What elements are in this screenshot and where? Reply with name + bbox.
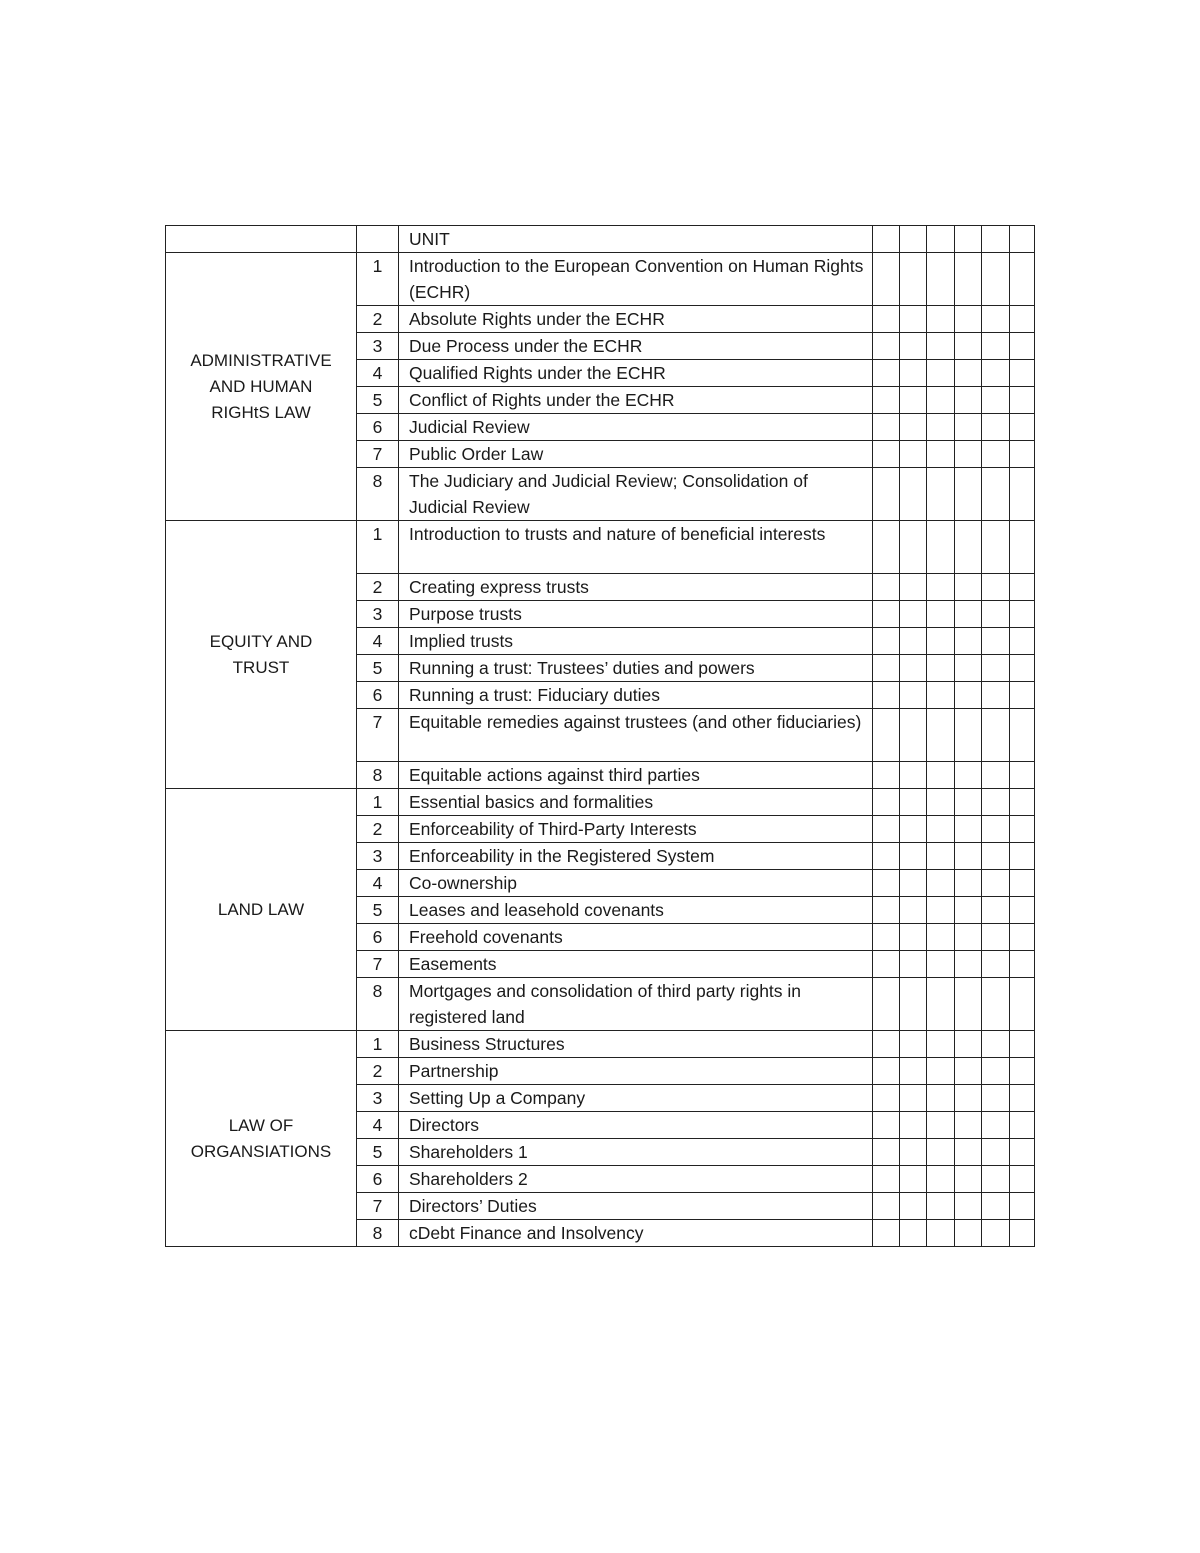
tick-box[interactable] <box>873 253 900 306</box>
tick-box[interactable] <box>955 709 982 762</box>
tick-box[interactable] <box>982 414 1010 441</box>
tick-box[interactable] <box>927 441 955 468</box>
tick-header-cell <box>873 226 900 253</box>
unit-number: 4 <box>357 628 399 655</box>
unit-title: Easements <box>399 951 873 978</box>
tick-box[interactable] <box>873 1193 900 1220</box>
unit-title: Qualified Rights under the ECHR <box>399 360 873 387</box>
tick-box[interactable] <box>955 1085 982 1112</box>
unit-title: Directors <box>399 1112 873 1139</box>
unit-number: 7 <box>357 951 399 978</box>
unit-title: Conflict of Rights under the ECHR <box>399 387 873 414</box>
tick-box[interactable] <box>982 924 1010 951</box>
tick-box[interactable] <box>900 762 927 789</box>
tick-box[interactable] <box>873 306 900 333</box>
tick-box[interactable] <box>955 1031 982 1058</box>
table-body <box>166 226 1035 1247</box>
tick-box[interactable] <box>982 655 1010 682</box>
tick-box[interactable] <box>873 843 900 870</box>
unit-title: Equitable remedies against trustees (and other fiduciaries) <box>399 709 873 762</box>
subject-name-line: LAND LAW <box>217 899 305 919</box>
tick-box[interactable] <box>982 1166 1010 1193</box>
unit-number: 6 <box>357 1166 399 1193</box>
tick-box[interactable] <box>927 574 955 601</box>
tick-box[interactable] <box>955 333 982 360</box>
tick-box[interactable] <box>982 1085 1010 1112</box>
unit-number: 5 <box>357 655 399 682</box>
tick-box[interactable] <box>1010 574 1035 601</box>
tick-header-cell <box>927 226 955 253</box>
tick-box[interactable] <box>955 924 982 951</box>
tick-box[interactable] <box>955 655 982 682</box>
subject-name-line: LAW OF <box>228 1115 294 1135</box>
subject-name-cell <box>166 789 357 1031</box>
tick-box[interactable] <box>982 628 1010 655</box>
tick-box[interactable] <box>1010 414 1035 441</box>
unit-number: 3 <box>357 843 399 870</box>
tick-box[interactable] <box>900 870 927 897</box>
tick-box[interactable] <box>1010 628 1035 655</box>
tick-box[interactable] <box>1010 333 1035 360</box>
tick-box[interactable] <box>873 414 900 441</box>
unit-number: 3 <box>357 333 399 360</box>
tick-header-cell <box>955 226 982 253</box>
tick-box[interactable] <box>1010 360 1035 387</box>
tick-box[interactable] <box>900 414 927 441</box>
tick-box[interactable] <box>927 951 955 978</box>
tick-box[interactable] <box>927 306 955 333</box>
tick-box[interactable] <box>873 333 900 360</box>
tick-box[interactable] <box>927 601 955 628</box>
tick-box[interactable] <box>900 601 927 628</box>
unit-number: 7 <box>357 1193 399 1220</box>
unit-number: 2 <box>357 1058 399 1085</box>
tick-box[interactable] <box>1010 601 1035 628</box>
tick-box[interactable] <box>1010 468 1035 521</box>
subject-name-line: ORGANSIATIONS <box>190 1141 332 1161</box>
tick-box[interactable] <box>927 1166 955 1193</box>
tick-box[interactable] <box>927 843 955 870</box>
tick-box[interactable] <box>955 360 982 387</box>
tick-box[interactable] <box>982 1220 1010 1247</box>
tick-box[interactable] <box>873 924 900 951</box>
tick-box[interactable] <box>927 253 955 306</box>
tick-box[interactable] <box>1010 1058 1035 1085</box>
tick-box[interactable] <box>927 1085 955 1112</box>
tick-box[interactable] <box>873 789 900 816</box>
tick-box[interactable] <box>1010 1112 1035 1139</box>
unit-title: Shareholders 2 <box>399 1166 873 1193</box>
tick-box[interactable] <box>873 1166 900 1193</box>
tick-box[interactable] <box>873 709 900 762</box>
unit-title: The Judiciary and Judicial Review; Consolidation of Judicial Review <box>399 468 873 521</box>
tick-box[interactable] <box>955 1058 982 1085</box>
unit-title: Judicial Review <box>399 414 873 441</box>
tick-box[interactable] <box>927 682 955 709</box>
subject-name-cell <box>166 1031 357 1247</box>
unit-title: Co-ownership <box>399 870 873 897</box>
tick-box[interactable] <box>982 682 1010 709</box>
tick-box[interactable] <box>955 628 982 655</box>
tick-box[interactable] <box>873 897 900 924</box>
unit-number: 8 <box>357 468 399 521</box>
tick-box[interactable] <box>927 387 955 414</box>
tick-box[interactable] <box>982 762 1010 789</box>
subject-name-line: EQUITY AND <box>209 631 313 651</box>
tick-box[interactable] <box>927 924 955 951</box>
tick-box[interactable] <box>1010 387 1035 414</box>
tick-box[interactable] <box>873 1031 900 1058</box>
tick-box[interactable] <box>900 360 927 387</box>
tick-box[interactable] <box>873 816 900 843</box>
tick-box[interactable] <box>927 870 955 897</box>
header-subject-cell <box>166 226 357 253</box>
unit-title: Creating express trusts <box>399 574 873 601</box>
tick-box[interactable] <box>873 441 900 468</box>
tick-box[interactable] <box>1010 816 1035 843</box>
tick-box[interactable] <box>982 468 1010 521</box>
unit-title: Freehold covenants <box>399 924 873 951</box>
tick-box[interactable] <box>900 1112 927 1139</box>
unit-title: Directors’ Duties <box>399 1193 873 1220</box>
tick-box[interactable] <box>982 1112 1010 1139</box>
header-row <box>166 226 1035 253</box>
unit-number: 8 <box>357 762 399 789</box>
tick-box[interactable] <box>927 1058 955 1085</box>
tick-box[interactable] <box>873 978 900 1031</box>
tick-box[interactable] <box>955 414 982 441</box>
unit-number: 4 <box>357 1112 399 1139</box>
tick-box[interactable] <box>955 468 982 521</box>
tick-box[interactable] <box>982 601 1010 628</box>
tick-box[interactable] <box>900 253 927 306</box>
tick-box[interactable] <box>1010 924 1035 951</box>
tick-box[interactable] <box>900 924 927 951</box>
tick-box[interactable] <box>982 951 1010 978</box>
subject-name-line: TRUST <box>232 657 290 677</box>
tick-box[interactable] <box>955 870 982 897</box>
tick-box[interactable] <box>982 897 1010 924</box>
tick-box[interactable] <box>927 628 955 655</box>
tick-box[interactable] <box>873 655 900 682</box>
unit-title: Absolute Rights under the ECHR <box>399 306 873 333</box>
unit-number: 7 <box>357 441 399 468</box>
tick-box[interactable] <box>982 333 1010 360</box>
unit-title: Enforceability of Third-Party Interests <box>399 816 873 843</box>
unit-number: 1 <box>357 1031 399 1058</box>
tick-box[interactable] <box>900 682 927 709</box>
unit-number: 1 <box>357 253 399 306</box>
unit-number: 1 <box>357 521 399 574</box>
tick-box[interactable] <box>873 1085 900 1112</box>
tick-box[interactable] <box>900 1085 927 1112</box>
tick-box[interactable] <box>873 1112 900 1139</box>
tick-box[interactable] <box>955 306 982 333</box>
tick-box[interactable] <box>955 521 982 574</box>
tick-box[interactable] <box>927 1220 955 1247</box>
header-number-cell <box>357 226 399 253</box>
unit-number: 4 <box>357 360 399 387</box>
tick-box[interactable] <box>873 682 900 709</box>
tick-box[interactable] <box>927 1031 955 1058</box>
tick-box[interactable] <box>927 816 955 843</box>
tick-box[interactable] <box>927 1139 955 1166</box>
unit-number: 2 <box>357 574 399 601</box>
tick-box[interactable] <box>982 816 1010 843</box>
unit-number: 3 <box>357 601 399 628</box>
tick-box[interactable] <box>873 762 900 789</box>
unit-number: 2 <box>357 816 399 843</box>
tick-box[interactable] <box>982 1139 1010 1166</box>
tick-box[interactable] <box>900 574 927 601</box>
tick-box[interactable] <box>1010 870 1035 897</box>
tick-header-cell <box>1010 226 1035 253</box>
tick-header-cell <box>982 226 1010 253</box>
tick-box[interactable] <box>955 1166 982 1193</box>
unit-number: 5 <box>357 387 399 414</box>
tick-box[interactable] <box>927 1193 955 1220</box>
tick-box[interactable] <box>900 897 927 924</box>
tick-box[interactable] <box>1010 253 1035 306</box>
subject-name-line: RIGHtS LAW <box>211 402 311 422</box>
unit-title: Equitable actions against third parties <box>399 762 873 789</box>
unit-title: Running a trust: Fiduciary duties <box>399 682 873 709</box>
tick-box[interactable] <box>900 1031 927 1058</box>
tick-box[interactable] <box>955 1220 982 1247</box>
tick-box[interactable] <box>955 441 982 468</box>
tick-box[interactable] <box>900 468 927 521</box>
tick-box[interactable] <box>1010 682 1035 709</box>
tick-box[interactable] <box>873 628 900 655</box>
tick-box[interactable] <box>982 1193 1010 1220</box>
tick-box[interactable] <box>900 709 927 762</box>
tick-box[interactable] <box>873 1058 900 1085</box>
unit-number: 6 <box>357 682 399 709</box>
tick-box[interactable] <box>873 951 900 978</box>
unit-number: 5 <box>357 897 399 924</box>
tick-box[interactable] <box>1010 306 1035 333</box>
tick-box[interactable] <box>1010 1139 1035 1166</box>
tick-box[interactable] <box>1010 709 1035 762</box>
tick-box[interactable] <box>982 253 1010 306</box>
tick-box[interactable] <box>927 897 955 924</box>
tick-box[interactable] <box>873 360 900 387</box>
tick-box[interactable] <box>982 360 1010 387</box>
tick-box[interactable] <box>900 1193 927 1220</box>
tick-box[interactable] <box>873 1139 900 1166</box>
tick-box[interactable] <box>955 253 982 306</box>
tick-box[interactable] <box>927 709 955 762</box>
tick-box[interactable] <box>927 762 955 789</box>
tick-box[interactable] <box>927 789 955 816</box>
unit-title: Due Process under the ECHR <box>399 333 873 360</box>
tick-box[interactable] <box>955 1193 982 1220</box>
tick-box[interactable] <box>982 870 1010 897</box>
unit-title: Leases and leasehold covenants <box>399 897 873 924</box>
tick-box[interactable] <box>982 709 1010 762</box>
tick-header-cell <box>900 226 927 253</box>
tick-box[interactable] <box>955 978 982 1031</box>
tick-box[interactable] <box>955 601 982 628</box>
tick-box[interactable] <box>1010 789 1035 816</box>
tick-box[interactable] <box>1010 978 1035 1031</box>
tick-box[interactable] <box>955 1139 982 1166</box>
unit-row <box>166 1031 1035 1058</box>
tick-box[interactable] <box>927 360 955 387</box>
unit-title: Implied trusts <box>399 628 873 655</box>
tick-box[interactable] <box>982 1031 1010 1058</box>
unit-title: Partnership <box>399 1058 873 1085</box>
tick-box[interactable] <box>1010 1085 1035 1112</box>
unit-title: Shareholders 1 <box>399 1139 873 1166</box>
unit-number: 2 <box>357 306 399 333</box>
tick-box[interactable] <box>955 789 982 816</box>
tick-box[interactable] <box>927 521 955 574</box>
tick-box[interactable] <box>982 1058 1010 1085</box>
tick-box[interactable] <box>955 951 982 978</box>
tick-box[interactable] <box>982 843 1010 870</box>
tick-box[interactable] <box>1010 1031 1035 1058</box>
tick-box[interactable] <box>900 628 927 655</box>
tick-box[interactable] <box>900 789 927 816</box>
tick-box[interactable] <box>900 387 927 414</box>
unit-title: Running a trust: Trustees’ duties and powers <box>399 655 873 682</box>
tick-box[interactable] <box>900 978 927 1031</box>
unit-title: Introduction to the European Convention on Human Rights (ECHR) <box>399 253 873 306</box>
tick-box[interactable] <box>900 1220 927 1247</box>
tick-box[interactable] <box>955 762 982 789</box>
tick-box[interactable] <box>982 441 1010 468</box>
tick-box[interactable] <box>873 870 900 897</box>
unit-row <box>166 521 1035 574</box>
unit-title: Mortgages and consolidation of third party rights in registered land <box>399 978 873 1031</box>
tick-box[interactable] <box>1010 1166 1035 1193</box>
tick-box[interactable] <box>1010 1193 1035 1220</box>
tick-box[interactable] <box>900 1139 927 1166</box>
subject-name-cell <box>166 253 357 521</box>
tick-box[interactable] <box>1010 897 1035 924</box>
tick-box[interactable] <box>1010 441 1035 468</box>
unit-title: Purpose trusts <box>399 601 873 628</box>
tick-box[interactable] <box>1010 655 1035 682</box>
tick-box[interactable] <box>1010 843 1035 870</box>
tick-box[interactable] <box>927 333 955 360</box>
tick-box[interactable] <box>955 682 982 709</box>
unit-title: Business Structures <box>399 1031 873 1058</box>
tick-box[interactable] <box>900 306 927 333</box>
tick-box[interactable] <box>927 655 955 682</box>
tick-box[interactable] <box>955 816 982 843</box>
tick-box[interactable] <box>900 521 927 574</box>
tick-box[interactable] <box>982 306 1010 333</box>
subject-name-line: AND HUMAN <box>209 376 313 396</box>
tick-box[interactable] <box>982 789 1010 816</box>
unit-number: 6 <box>357 924 399 951</box>
unit-row <box>166 253 1035 306</box>
tick-box[interactable] <box>982 574 1010 601</box>
unit-row <box>166 789 1035 816</box>
tick-box[interactable] <box>955 387 982 414</box>
subject-name-cell <box>166 521 357 789</box>
tick-box[interactable] <box>873 1220 900 1247</box>
unit-title: Enforceability in the Registered System <box>399 843 873 870</box>
tick-box[interactable] <box>873 468 900 521</box>
unit-number: 1 <box>357 789 399 816</box>
unit-title: cDebt Finance and Insolvency <box>399 1220 873 1247</box>
tick-box[interactable] <box>927 1112 955 1139</box>
tick-box[interactable] <box>927 978 955 1031</box>
tick-box[interactable] <box>982 521 1010 574</box>
tick-box[interactable] <box>873 387 900 414</box>
unit-title: Essential basics and formalities <box>399 789 873 816</box>
tick-box[interactable] <box>955 574 982 601</box>
tick-box[interactable] <box>873 521 900 574</box>
tick-box[interactable] <box>900 441 927 468</box>
tick-box[interactable] <box>900 1166 927 1193</box>
unit-number: 4 <box>357 870 399 897</box>
tick-box[interactable] <box>900 655 927 682</box>
tick-box[interactable] <box>900 843 927 870</box>
tick-box[interactable] <box>1010 762 1035 789</box>
unit-column-header: UNIT <box>399 226 873 253</box>
tick-box[interactable] <box>900 1058 927 1085</box>
tick-box[interactable] <box>982 978 1010 1031</box>
tick-box[interactable] <box>1010 1220 1035 1247</box>
tick-box[interactable] <box>1010 951 1035 978</box>
tick-box[interactable] <box>955 897 982 924</box>
tick-box[interactable] <box>1010 521 1035 574</box>
unit-number: 7 <box>357 709 399 762</box>
tick-box[interactable] <box>927 468 955 521</box>
unit-number: 8 <box>357 1220 399 1247</box>
unit-number: 3 <box>357 1085 399 1112</box>
unit-title: Public Order Law <box>399 441 873 468</box>
unit-title: Introduction to trusts and nature of beneficial interests <box>399 521 873 574</box>
tick-box[interactable] <box>955 843 982 870</box>
tick-box[interactable] <box>900 951 927 978</box>
tick-box[interactable] <box>900 816 927 843</box>
tick-box[interactable] <box>955 1112 982 1139</box>
unit-number: 5 <box>357 1139 399 1166</box>
unit-checklist-table <box>165 225 1035 1247</box>
tick-box[interactable] <box>873 601 900 628</box>
unit-title: Setting Up a Company <box>399 1085 873 1112</box>
subject-name-line: ADMINISTRATIVE <box>190 350 332 370</box>
unit-number: 6 <box>357 414 399 441</box>
tick-box[interactable] <box>900 333 927 360</box>
tick-box[interactable] <box>982 387 1010 414</box>
unit-number: 8 <box>357 978 399 1031</box>
tick-box[interactable] <box>873 574 900 601</box>
tick-box[interactable] <box>927 414 955 441</box>
